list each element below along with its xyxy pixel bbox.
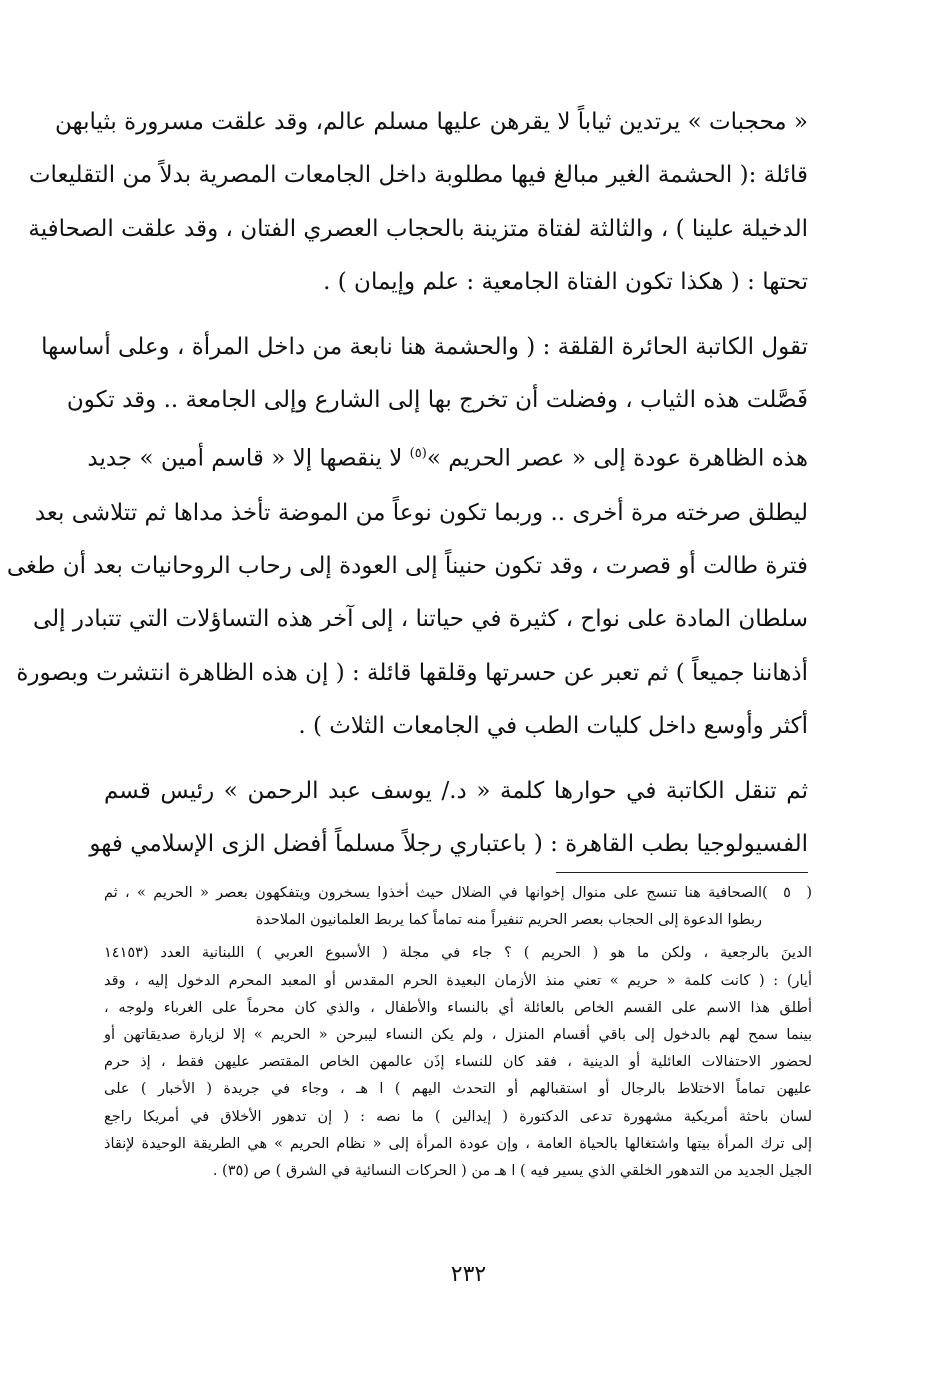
text-line: « محجبات » يرتدين ثياباً لا يقرهن عليها مسلم عالم، وقد علقت مسرورة بثيابهن	[55, 109, 808, 135]
footnote-line: بينما سمح لهم بالدخول إلى باقي أقسام المنزل ، ولم يكن النساء ليبرحن « الحريم » إلا لزيارة صديقاتهن أو	[104, 1027, 812, 1044]
footnote-line: لسان باحثة أمريكية مشهورة تدعى الدكتورة ( إيدالين ) ما نصه : ( إن تدهور الأخلاق في أمريكا راجع	[104, 1108, 812, 1125]
footnote-line: لحضور الاحتفالات العائلية أو الدينية ، فقد كان للنساء إذَن عالمهن الخاص المقتصر عليهن فقط ، إذ حرم	[104, 1054, 812, 1071]
footnote-line: أيار) : ( كانت كلمة « حريم » تعني منذ الأزمان البعيدة الحرم المقدس أو المعبد المحرم الدخول إليه ، وقد	[104, 972, 812, 989]
main-text	[6, 96, 808, 871]
text-line: فَصَّلت هذه الثياب ، وفضلت أن تخرج بها إلى الشارع وإلى الجامعة .. وقد تكون	[66, 387, 808, 414]
text-line: أكثر وأوسع داخل كليات الطب في الجامعات الثلاث ) .	[298, 713, 808, 740]
text-segment: هذه الظاهرة عودة إلى « عصر الحريم »	[426, 446, 808, 473]
footnote-line: الجيل الجديد من التدهور الخلقي الذي يسير فيه ) ا هـ من ( الحركات النسائية في الشرق ) ص (٣٥) .	[212, 1163, 812, 1180]
footnote-line: الدينَ بالرجعية ، ولكن ما هو ( الحريم ) ؟ جاء في مجلة ( الأسبوع العربي ) اللبنانية العدد (١٤١٥٣	[104, 945, 812, 962]
text-line: سلطان المادة على نواح ، كثيرة في حياتنا ، إلى آخر هذه التساؤلات التي تتبادر إلى	[32, 606, 808, 633]
footnote-line	[104, 880, 812, 907]
footnote-line: أطلق هذا الاسم على القسم الخاص بالعائلة أي بالنساء والأطفال ، والذي كان محرماً على الغرباء ولوجه ،	[104, 999, 812, 1016]
text-line: تقول الكاتبة الحائرة القلقة : ( والحشمة هنا نابعة من داخل المرأة ، وعلى أساسها	[41, 333, 808, 360]
footnote-line: إلى ترك المرأة بيتها واشتغالها بالحياة العامة ، وإن عودة المرأة إلى « نظام الحريم » هي الطريقة الوحيدة لإنقاذ	[104, 1135, 812, 1152]
footnote-line: عليهن تماماً الاختلاط بالرجال أو استقبالهم أو التحدث اليهم ) ا هـ ، وجاء في جريدة ( الأخبار ) على	[104, 1081, 812, 1098]
footnote-text: الصحافية هنا تنسج على منوال إخوانها في الضلال حيث أخذوا يسخرون ويتفكهون بعصر « الحريم » ، ثم	[104, 885, 762, 901]
paragraph-1	[28, 96, 808, 310]
text-line: أذهاننا جميعاً ) ثم تعبر عن حسرتها وقلقها قائلة : ( إن هذه الظاهرة انتشرت وبصورة	[16, 659, 808, 686]
text-line: قائلة :( الحشمة الغير مبالغ فيها مطلوبة داخل الجامعات المصرية بدلاً من التقليعات	[28, 162, 808, 189]
footnote-reference[interactable]: (٥)	[409, 446, 427, 462]
paragraph-3	[89, 765, 808, 872]
footnote-marker: ( ٥ )	[762, 885, 812, 901]
footnote-divider	[556, 872, 808, 873]
footnote-line: ربطوا الدعوة إلى الحجاب بعصر الحريم تنفيراً منه تماماً كما يربط العلمانيون الملاحدة	[255, 912, 762, 929]
text-line: الدخيلة علينا ) ، والثالثة لفتاة متزينة بالحجاب العصري الفتان ، وقد علقت الصحافية	[28, 215, 808, 242]
paragraph-2	[6, 321, 808, 754]
text-segment: لا ينقصها إلا « قاسم أمين » جديد	[87, 446, 410, 473]
footnote-block	[104, 880, 812, 1185]
text-line: الفسيولوجيا بطب القاهرة : ( باعتباري رجلاً مسلماً أفضل الزى الإسلامي فهو	[89, 830, 808, 857]
text-line: فترة طالت أو قصرت ، وقد تكون حنيناً إلى العودة إلى رحاب الروحانيات بعد أن طغى	[6, 552, 808, 579]
page-number: ٢٣٢	[450, 1262, 487, 1287]
text-line: ثم تنقل الكاتبة في حوارها كلمة « د./ يوسف عبد الرحمن » رئيس قسم	[104, 777, 808, 804]
text-line-with-footnote-ref	[87, 427, 808, 486]
text-line: ليطلق صرخته مرة أخرى .. وربما تكون نوعاً من الموضة تأخذ مداها ثم تتلاشى بعد	[34, 499, 808, 526]
text-line: تحتها : ( هكذا تكون الفتاة الجامعية : علم وإيمان ) .	[323, 269, 808, 296]
